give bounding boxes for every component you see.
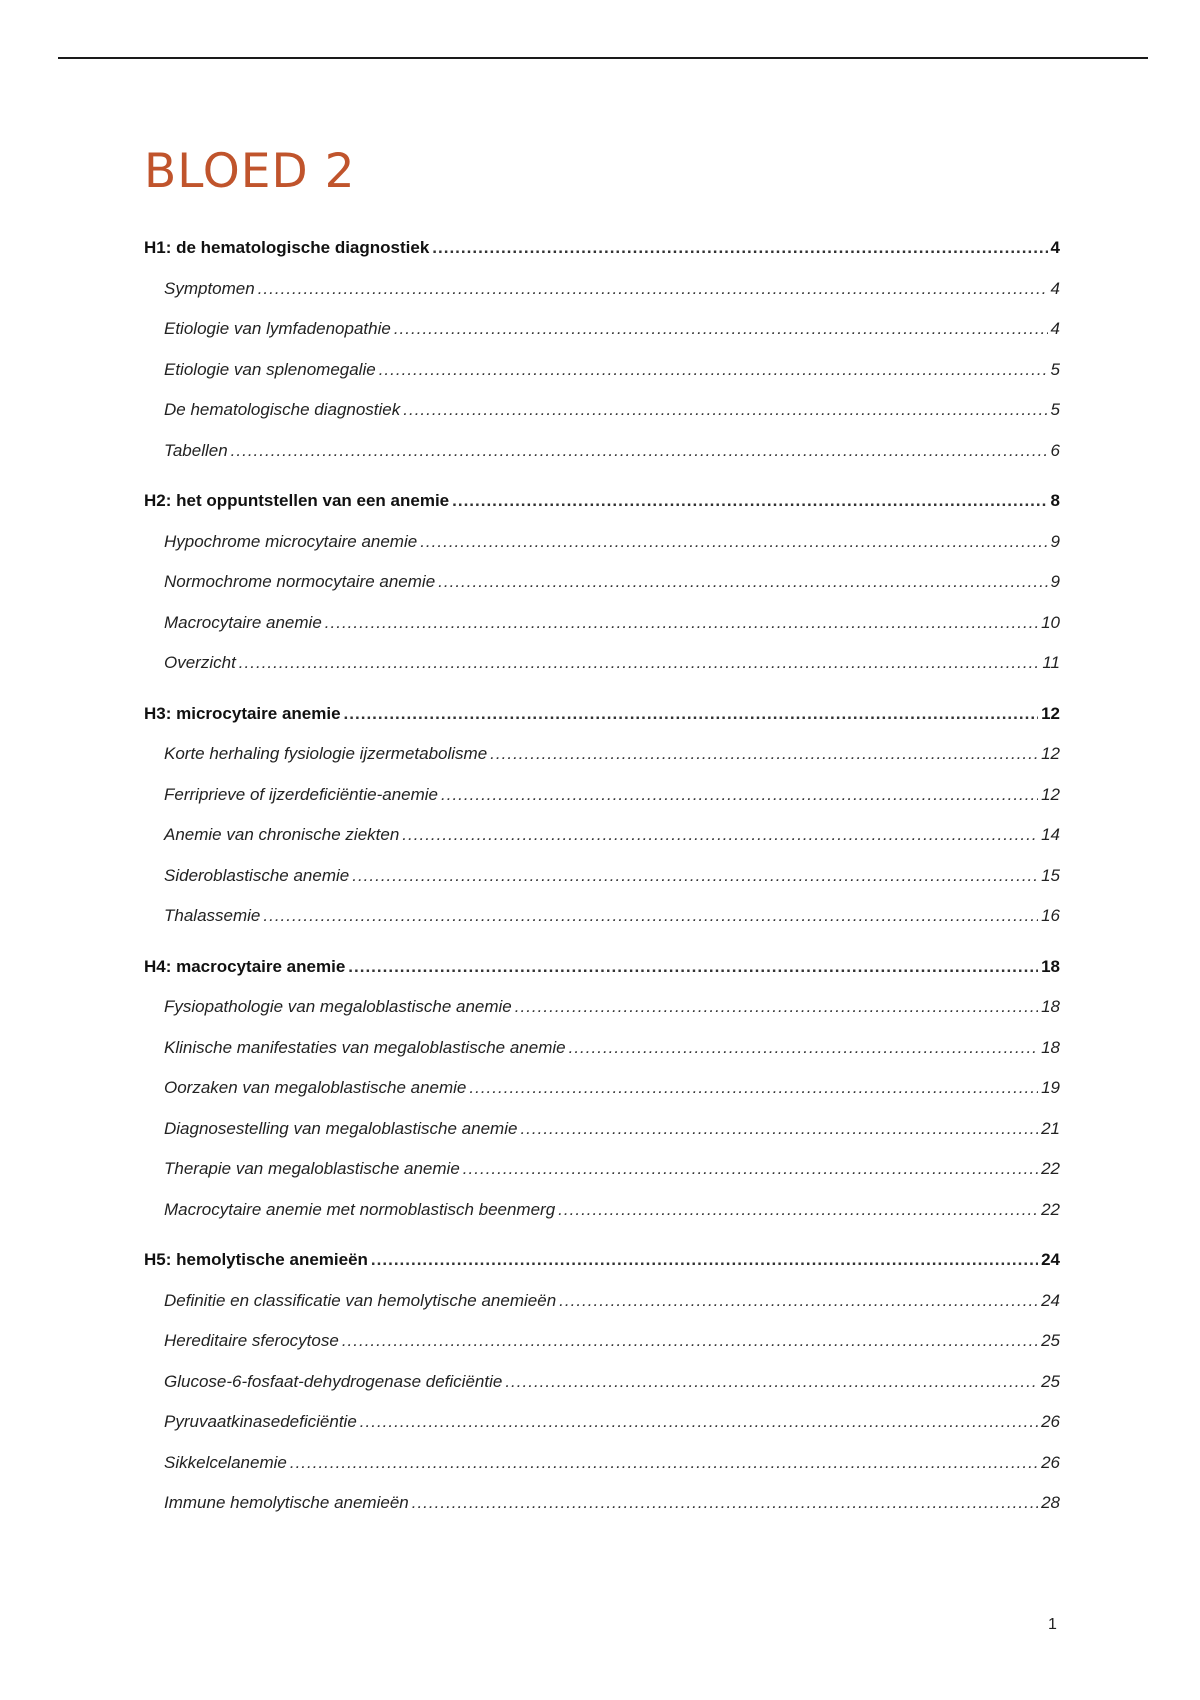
toc-entry-page: 22	[1041, 1199, 1060, 1219]
toc-entry-page: 18	[1041, 997, 1060, 1016]
toc-entry-page: 12	[1041, 744, 1060, 763]
toc-leader-dots	[352, 866, 1038, 886]
toc-section-entry[interactable]	[144, 1038, 1060, 1079]
toc-entry-title: Glucose-6-fosfaat-dehydrogenase deficiëntie	[164, 1371, 503, 1391]
toc-entry-title: Thalassemie	[164, 906, 261, 925]
toc-entry-title: H5: hemolytische anemieën	[144, 1250, 368, 1269]
toc-section-entry[interactable]	[144, 785, 1060, 826]
toc-leader-dots	[258, 279, 1048, 299]
toc-entry-page: 22	[1041, 1159, 1060, 1178]
toc-entry-title: Therapie van megaloblastische anemie	[164, 1159, 460, 1178]
toc-entry-page: 16	[1041, 906, 1060, 925]
toc-section-entry[interactable]	[144, 1453, 1060, 1494]
toc-section-entry[interactable]	[144, 1159, 1060, 1200]
toc-leader-dots	[290, 1453, 1038, 1473]
toc-entry-title: Macrocytaire anemie	[164, 612, 322, 632]
toc-leader-dots	[559, 1291, 1038, 1311]
toc-leader-dots	[348, 957, 1038, 977]
toc-entry-page: 21	[1041, 1118, 1060, 1138]
toc-chapter-entry[interactable]	[144, 957, 1060, 998]
toc-leader-dots	[463, 1159, 1038, 1179]
toc-entry-page: 26	[1041, 1452, 1060, 1472]
toc-section-entry[interactable]	[144, 1078, 1060, 1119]
toc-entry-title: Oorzaken van megaloblastische anemie	[164, 1078, 467, 1097]
toc-section-entry[interactable]	[144, 1291, 1060, 1332]
toc-section-entry[interactable]	[144, 1412, 1060, 1453]
toc-entry-title: Diagnosestelling van megaloblastische anemie	[164, 1118, 518, 1138]
toc-entry-page: 25	[1041, 1371, 1060, 1391]
toc-entry-page: 12	[1041, 784, 1060, 804]
toc-entry-page: 9	[1050, 531, 1060, 551]
toc-entry-title: H3: microcytaire anemie	[144, 703, 341, 723]
toc-leader-dots	[371, 1250, 1038, 1270]
toc-leader-dots	[239, 653, 1040, 673]
toc-section-entry[interactable]	[144, 825, 1060, 866]
toc-leader-dots	[263, 906, 1038, 926]
toc-leader-dots	[452, 491, 1047, 511]
toc-section-entry[interactable]	[144, 906, 1060, 947]
toc-section-entry[interactable]	[144, 319, 1060, 360]
toc-chapter-entry[interactable]	[144, 704, 1060, 745]
toc-leader-dots	[231, 441, 1048, 461]
toc-leader-dots	[379, 360, 1048, 380]
toc-section-entry[interactable]	[144, 441, 1060, 482]
toc-leader-dots	[558, 1200, 1038, 1220]
toc-entry-page: 28	[1041, 1493, 1060, 1512]
toc-leader-dots	[325, 613, 1038, 633]
toc-entry-title: Symptomen	[164, 278, 255, 298]
header-rule	[58, 57, 1148, 59]
page-number: 1	[1048, 1616, 1057, 1633]
toc-entry-title: Macrocytaire anemie met normoblastisch beenmerg	[164, 1199, 556, 1219]
toc-entry-title: Pyruvaatkinasedeficiëntie	[164, 1412, 357, 1431]
toc-section-entry[interactable]	[144, 653, 1060, 694]
toc-leader-dots	[469, 1078, 1038, 1098]
toc-entry-title: Ferriprieve of ijzerdeficiëntie-anemie	[164, 784, 439, 804]
toc-leader-dots	[360, 1412, 1038, 1432]
toc-leader-dots	[394, 319, 1048, 339]
toc-entry-title: Sideroblastische anemie	[164, 865, 350, 885]
toc-entry-title: Sikkelcelanemie	[164, 1452, 287, 1472]
toc-entry-title: Anemie van chronische ziekten	[164, 825, 400, 844]
toc-entry-title: Immune hemolytische anemieën	[164, 1493, 409, 1512]
toc-leader-dots	[432, 238, 1047, 258]
toc-entry-title: Hypochrome microcytaire anemie	[164, 531, 418, 551]
toc-entry-title: Fysiopathologie van megaloblastische anemie	[164, 997, 512, 1016]
toc-leader-dots	[520, 1119, 1038, 1139]
toc-entry-title: Klinische manifestaties van megaloblastische anemie	[164, 1037, 566, 1057]
toc-section-entry[interactable]	[144, 744, 1060, 785]
toc-entry-page: 12	[1041, 703, 1060, 723]
toc-entry-page: 5	[1050, 400, 1060, 419]
toc-entry-title: H1: de hematologische diagnostiek	[144, 238, 430, 257]
toc-section-entry[interactable]	[144, 997, 1060, 1038]
toc-entry-page: 15	[1041, 865, 1060, 885]
toc-entry-page: 24	[1041, 1250, 1060, 1269]
toc-entry-title: Hereditaire sferocytose	[164, 1331, 339, 1350]
toc-entry-title: Etiologie van lymfadenopathie	[164, 319, 391, 338]
toc-section-entry[interactable]	[144, 360, 1060, 401]
toc-section-entry[interactable]	[144, 400, 1060, 441]
toc-entry-page: 18	[1041, 1037, 1060, 1057]
toc-leader-dots	[344, 704, 1039, 724]
document-title: BLOED 2	[144, 144, 356, 199]
toc-entry-title: De hematologische diagnostiek	[164, 400, 401, 419]
toc-entry-page: 4	[1050, 238, 1060, 257]
toc-leader-dots	[342, 1331, 1038, 1351]
toc-section-entry[interactable]	[144, 1331, 1060, 1372]
toc-section-entry[interactable]	[144, 572, 1060, 613]
toc-section-entry[interactable]	[144, 1200, 1060, 1241]
toc-section-entry[interactable]	[144, 1493, 1060, 1534]
toc-entry-page: 6	[1050, 440, 1060, 460]
toc-entry-page: 4	[1050, 278, 1060, 298]
toc-entry-title: Definitie en classificatie van hemolytische anemieën	[164, 1290, 557, 1310]
toc-leader-dots	[420, 532, 1047, 552]
toc-entry-title: H2: het oppuntstellen van een anemie	[144, 491, 450, 510]
toc-entry-page: 10	[1041, 612, 1060, 632]
toc-section-entry[interactable]	[144, 1119, 1060, 1160]
toc-entry-page: 25	[1041, 1331, 1060, 1350]
toc-entry-page: 19	[1041, 1078, 1060, 1097]
toc-leader-dots	[505, 1372, 1038, 1392]
toc-entry-title: Tabellen	[164, 440, 228, 460]
toc-entry-title: Korte herhaling fysiologie ijzermetabolisme	[164, 744, 488, 763]
table-of-contents	[144, 238, 1060, 1534]
toc-entry-page: 24	[1041, 1290, 1060, 1310]
toc-leader-dots	[402, 825, 1038, 845]
toc-entry-title: H4: macrocytaire anemie	[144, 956, 346, 976]
toc-leader-dots	[438, 572, 1047, 592]
toc-entry-page: 5	[1050, 359, 1060, 379]
toc-entry-page: 26	[1041, 1412, 1060, 1431]
toc-entry-page: 18	[1041, 956, 1060, 976]
toc-chapter-entry[interactable]	[144, 238, 1060, 279]
toc-leader-dots	[569, 1038, 1038, 1058]
toc-leader-dots	[490, 744, 1038, 764]
toc-leader-dots	[441, 785, 1038, 805]
toc-section-entry[interactable]	[144, 613, 1060, 654]
toc-entry-page: 11	[1042, 653, 1060, 672]
toc-entry-page: 4	[1050, 319, 1060, 338]
toc-leader-dots	[412, 1493, 1038, 1513]
toc-chapter-entry[interactable]	[144, 491, 1060, 532]
toc-entry-title: Overzicht	[164, 653, 236, 672]
toc-entry-page: 14	[1041, 825, 1060, 844]
toc-entry-page: 9	[1050, 572, 1060, 591]
toc-entry-page: 8	[1050, 491, 1060, 510]
toc-entry-title: Normochrome normocytaire anemie	[164, 572, 436, 591]
toc-entry-title: Etiologie van splenomegalie	[164, 359, 376, 379]
toc-section-entry[interactable]	[144, 1372, 1060, 1413]
toc-section-entry[interactable]	[144, 279, 1060, 320]
toc-leader-dots	[403, 400, 1047, 420]
toc-chapter-entry[interactable]	[144, 1250, 1060, 1291]
toc-section-entry[interactable]	[144, 532, 1060, 573]
toc-section-entry[interactable]	[144, 866, 1060, 907]
toc-leader-dots	[515, 997, 1038, 1017]
